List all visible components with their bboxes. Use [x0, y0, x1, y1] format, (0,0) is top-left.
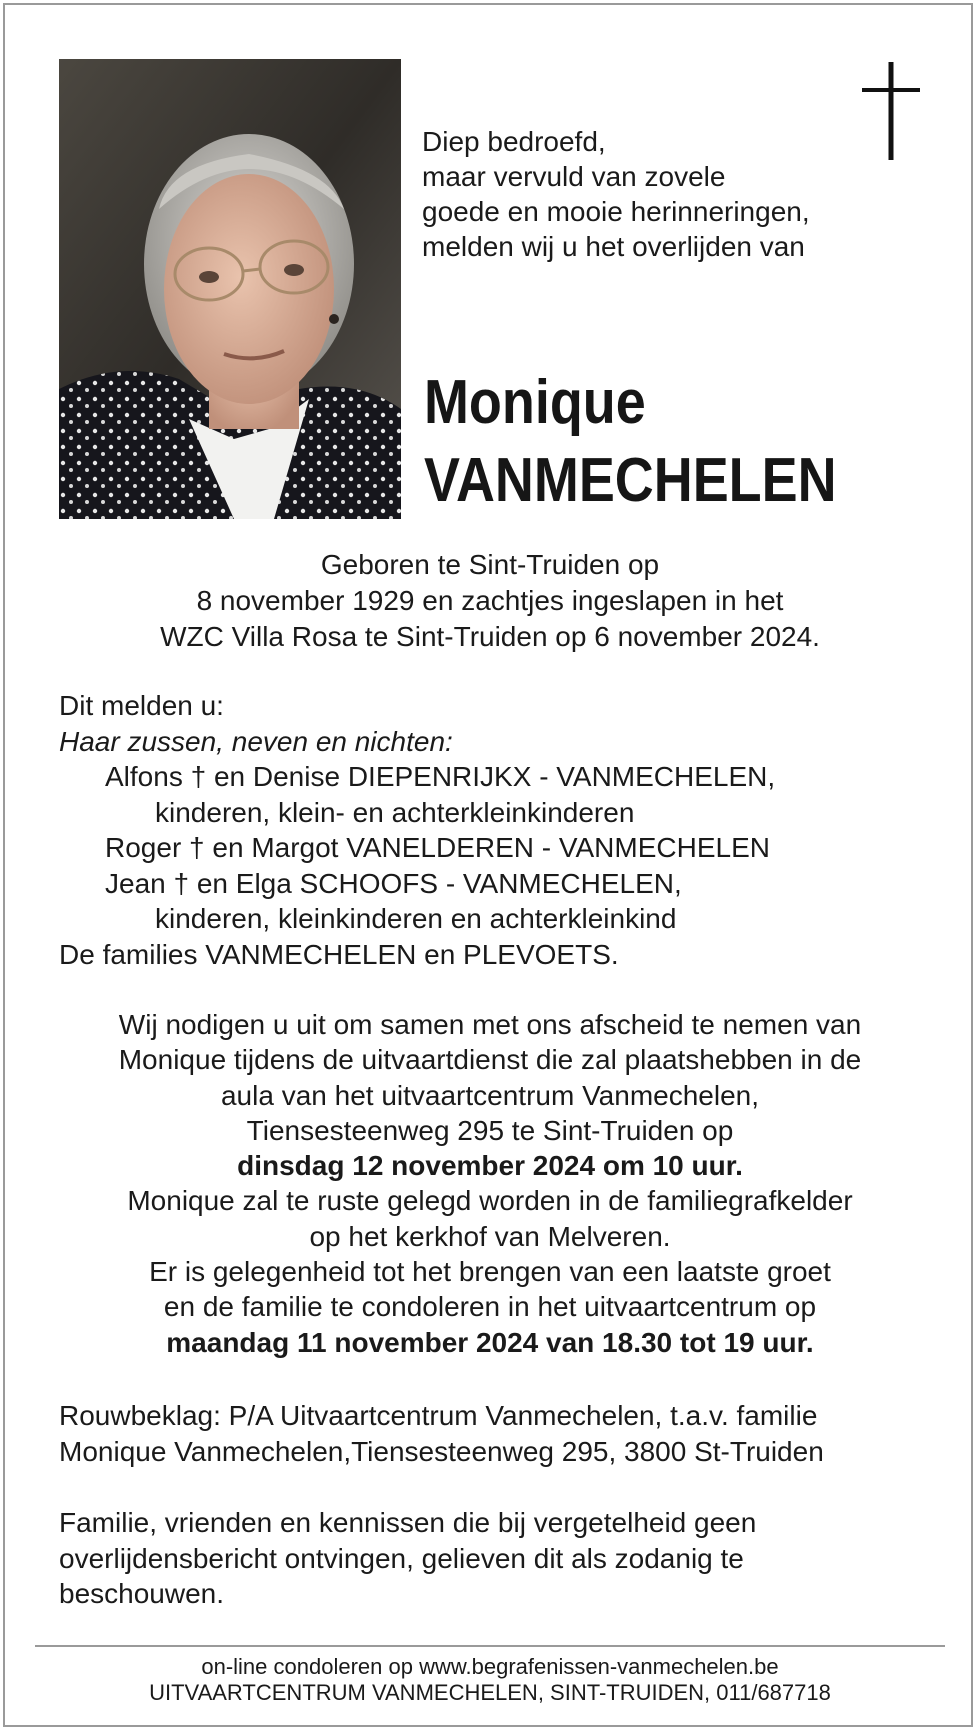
last-name: VANMECHELEN: [424, 446, 837, 515]
family-closing: De families VANMECHELEN en PLEVOETS.: [59, 938, 619, 970]
notice-line: overlijdensbericht ontvingen, gelieven dit als zodanig te: [59, 1542, 744, 1574]
service-line: Wij nodigen u uit om samen met ons afscheid te nemen van: [118, 1009, 862, 1040]
birth-line: Geboren te Sint-Truiden op: [320, 549, 660, 580]
burial-line: en de familie te condoleren in het uitvaartcentrum op: [163, 1291, 817, 1323]
intro-line: Diep bedroefd,: [422, 126, 606, 157]
notice-text: [59, 1505, 959, 1612]
intro-line: goede en mooie herinneringen,: [422, 196, 810, 227]
deceased-name: [424, 364, 876, 520]
family-line: kinderen, klein- en achterkleinkinderen: [155, 796, 635, 828]
family-line: kinderen, kleinkinderen en achterkleinkind: [155, 903, 677, 934]
footer-divider: [35, 1645, 945, 1647]
burial-line: Er is gelegenheid tot het brengen van een laatste groet: [149, 1256, 831, 1288]
service-line: Tiensesteenweg 295 te Sint-Truiden op: [246, 1114, 734, 1146]
family-line: Jean † en Elga SCHOOFS - VANMECHELEN,: [105, 867, 682, 899]
notice-line: Familie, vrienden en kennissen die bij vergetelheid geen: [59, 1507, 757, 1538]
first-name: Monique: [424, 368, 646, 437]
notice-line: beschouwen.: [59, 1578, 225, 1609]
footer-contact: UITVAARTCENTRUM VANMECHELEN, SINT-TRUIDEN, 011/687718: [149, 1680, 831, 1705]
portrait-photo: [59, 59, 401, 519]
footer: [0, 1654, 980, 1706]
birth-line: WZC Villa Rosa te Sint-Truiden op 6 november 2024.: [160, 621, 820, 652]
service-line: aula van het uitvaartcentrum Vanmechelen,: [220, 1079, 759, 1111]
family-line: Roger † en Margot VANELDEREN - VANMECHELEN: [105, 832, 770, 863]
condolence-address: [59, 1398, 959, 1470]
address-line: Rouwbeklag: P/A Uitvaartcentrum Vanmechelen, t.a.v. familie: [59, 1400, 818, 1431]
family-subheading: Haar zussen, neven en nichten:: [59, 725, 453, 757]
service-line: Monique tijdens de uitvaartdienst die zal plaatshebben in de: [118, 1044, 862, 1076]
birth-details: [0, 547, 980, 655]
address-line: Monique Vanmechelen,Tiensesteenweg 295, 3800 St-Truiden: [59, 1436, 824, 1467]
intro-line: maar vervuld van zovele: [422, 161, 726, 192]
visit-date: maandag 11 november 2024 van 18.30 tot 19 uur.: [166, 1326, 814, 1358]
service-details: [0, 1007, 980, 1360]
burial-line: Monique zal te ruste gelegd worden in de familiegrafkelder: [127, 1185, 853, 1217]
family-line: Alfons † en Denise DIEPENRIJKX - VANMECHELEN,: [105, 761, 776, 792]
birth-line: 8 november 1929 en zachtjes ingeslapen in het: [196, 585, 784, 616]
burial-line: op het kerkhof van Melveren.: [309, 1220, 671, 1252]
footer-website: on-line condoleren op www.begrafenissen-vanmechelen.be: [201, 1654, 779, 1679]
family-list: [59, 688, 939, 972]
intro-line: melden wij u het overlijden van: [422, 231, 805, 262]
service-date: dinsdag 12 november 2024 om 10 uur.: [237, 1150, 743, 1182]
family-heading: Dit melden u:: [59, 690, 224, 721]
intro-text: [422, 124, 942, 264]
